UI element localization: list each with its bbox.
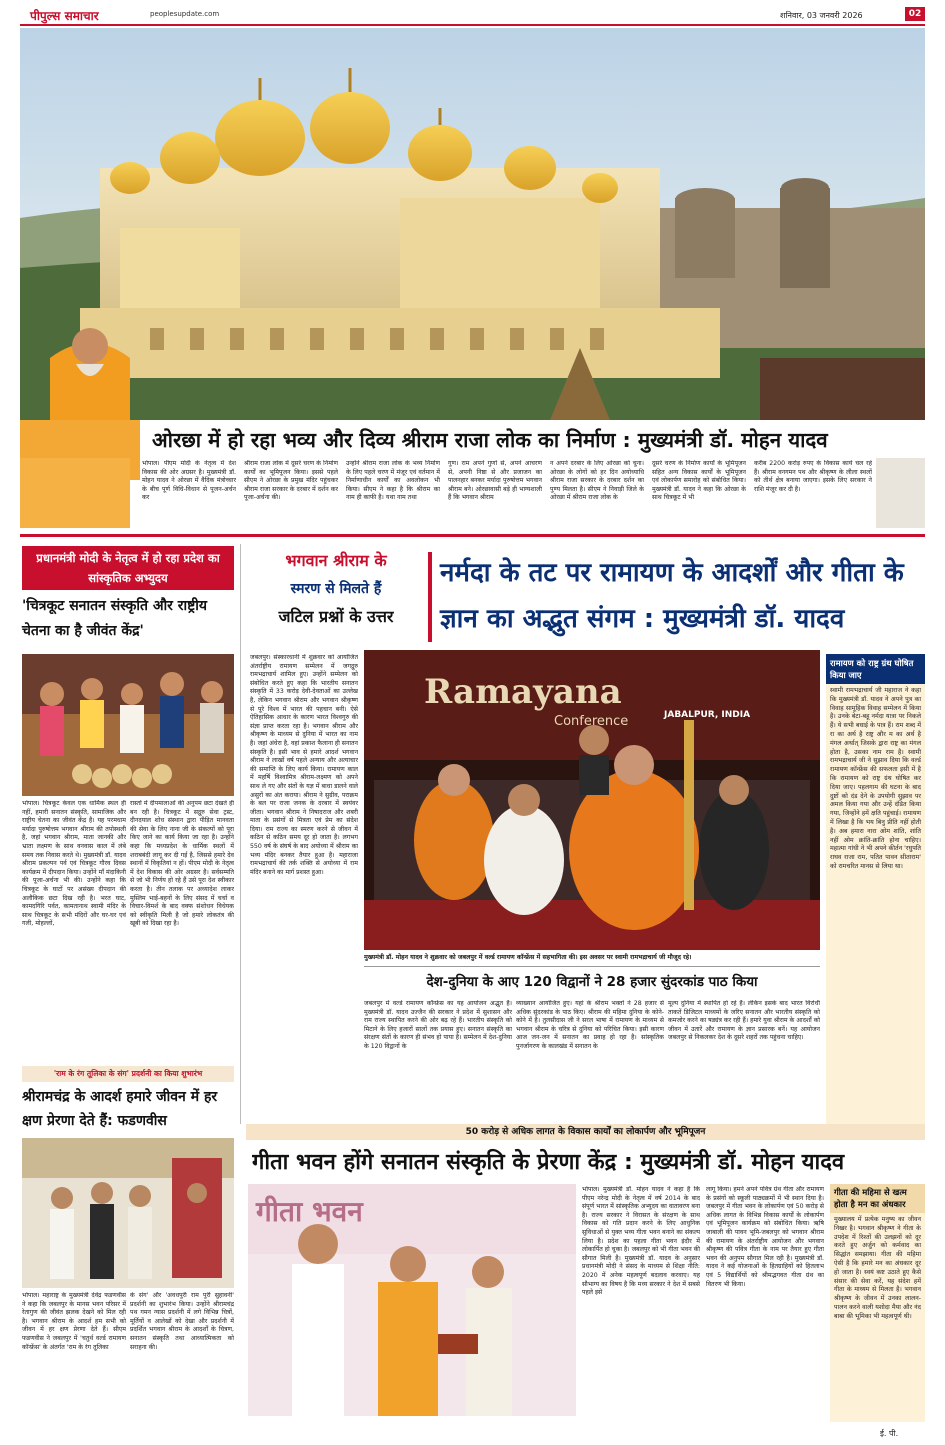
- photo-caption: मुख्यमंत्री डॉ. मोहन यादव ने शुक्रवार को जबलपुर में वर्ल्ड रामायण कॉन्फ्रेंस में सहभागिता की। इस अवसर पर स्वामी रामभद्राचार्य जी मौजूद रहे।: [364, 954, 692, 961]
- left-kicker-2: 'राम के रंग तूलिका के संग' प्रदर्शनी का किया शुभारंभ: [22, 1066, 234, 1082]
- page-number: 02: [905, 7, 925, 21]
- story1-col-6: दूसरे चरण के निर्माण कार्यों के भूमिपूजन सहित अन्य विकास कार्यों के भूमिपूजन एवं लोकार्पण समारोह को संबोधित किया। मुख्यमंत्री डॉ. यादव ने कहा कि ओरछा के साथ चित्रकूट में भी: [652, 460, 746, 502]
- center-col-3: व्याख्यान आयोजित हुए। यहां के श्रीराम भक्तों ने 28 हजार से अधिक सुंदरकांड के पाठ किए। श्रीराम की महिमा दुनिया के कोने-कोने में है। तुलसीदास जी ने सरल भाषा में रामायण के माध्यम से भगवान श्रीराम के चरित्र से दुनिया को परिचित किया। इसी कारण आज जन-जन में सनातन का प्रवाह हो रहा है। सांस्कृतिक पुनर्जागरण के कालखंड में सनातन के: [516, 1000, 664, 1050]
- right-sidebar-body: स्वामी रामभद्राचार्य जी महाराज ने कहा कि मुख्यमंत्री डॉ. यादव ने अपने पुत्र का विवाह सामूहिक विवाह सम्मेलन में किया है। उनके बेटा-बहू नर्मदा यात्रा पर निकले हैं। ये सभी बधाई के पात्र हैं। राम शब्द में रा का अर्थ है राष्ट्र और म का अर्थ है मंगल अर्थात् जिसके द्वारा राष्ट्र का मंगल होता है, उसका नाम राम है। स्वामी रामभद्राचार्य जी ने सुझाव दिया कि वर्ल्ड रामायण कॉन्फ्रेंस की सफलता इसी में है कि रामायण को राष्ट्र ग्रंथ घोषित कर दिया जाए। पहलगाम की घटना के बाद दुष्टों को दंड देने के उपयोगी सुझाव पर अमल किया गया और उन्हें दंडित किया गया, जिन्होंने हमें क्षति पहुंचाई। रामायण में लिखा है कि भय बिनु प्रीति नहीं होती है। अब हमारा नारा ओम शांति, शांति नहीं ओम क्रांति-क्रांति होना चाहिए। महात्मा गांधी ने भी अपने कीर्तन 'रघुपति राघव राजा राम, पतित पावन सीताराम' को रामचरित मानस से लिया था।: [830, 687, 921, 870]
- center-box-line-1: भगवान श्रीराम के: [285, 551, 387, 570]
- inset-photo: [876, 458, 925, 528]
- right-sidebar-title: रामायण को राष्ट्र ग्रंथ घोषित किया जाए: [826, 654, 925, 684]
- story1-col-5: न अपने दरबार के लिए ओरछा को चुना। ओरछा के लोगों को हर दिन अयोध्याधि श्रीराम राजा सरकार के दरबार दर्शन का पुण्य मिलता है। सीएम ने निवाड़ी जिले के ओरछा में श्रीराम राजा लोक के: [550, 460, 644, 502]
- center-col-2: जबलपुर में वर्ल्ड रामायण कॉन्फ्रेंस का यह आयोजन अद्भुत है। मुख्यमंत्री डॉ. यादव उज्जैन की सरकार ने प्रदेश में सुशासन और राम राज्य स्थापित करने की ओर बढ़ रहे हैं। भारतीय संस्कृति को मिटाने के लिए हजारों सालों तक प्रयास हुए। सनातन संस्कृति का संरक्षण संतों के कारण ही संभव हो पाया है। सम्मेलन में देश-दुनिया के 120 विद्वानों के: [364, 1000, 512, 1050]
- bottom-col-2: लागू किया। हमने अपने पवित्र ग्रंथ गीता और रामायण के प्रसंगों को स्कूली पाठ्यक्रमों में भी स्थान दिया है। जबलपुर में गीता भवन के लोकार्पण एवं 50 करोड़ से अधिक लागत के विभिन्न विकास कार्यों के लोकार्पण एवं भूमिपूजन कार्यक्रम को संबोधित किया। ऋषि जाबाली की पावन भूमि-जबलपुर को भगवान श्रीराम की रामायण के अंतर्राष्ट्रीय आयोजन और भगवान श्रीकृष्ण की पवित्र गीता के नाम पर तैयार हुए गीता भवन की अनुपम सौगात मिल रही है। मुख्यमंत्री डॉ. यादव ने कई योजनाओं के हितग्राहियों को हितलाभ एवं 5 विद्यार्थियों को श्रीमद्भगवत गीता ग्रंथ का वितरण भी किया।: [706, 1186, 824, 1288]
- masthead: पीपुल्स समाचार: [30, 9, 99, 23]
- center-box-line-2: स्मरण से मिलते हैं: [290, 581, 382, 597]
- page-header: [0, 0, 945, 26]
- story1-col-7: करीब 2200 करोड़ रुपए के विकास कार्य चल रहे हैं। श्रीराम वनगमन पथ और श्रीकृष्ण के लीला स्थलों को तीर्थ क्षेत्र बनाया जाएगा। इसके लिए सरकार ने राशि मंजूर कर दी है।: [754, 460, 872, 493]
- left-col-2: रास्तों में दीपमालाओं की अनुपम छटा देखते ही बन रही है। चित्रकूट में सद्गुरु सेवा ट्रस्ट, दीनदयाल शोध संस्थान द्वारा पीड़ित मानवता की सेवा के लिए नाना जी के संकल्पों को पूरा किए जाने का कार्य किया जा रहा है। उन्होंने कहा कि मध्यप्रदेश के धार्मिक स्थलों में शराबबंदी लागू कर दी गई है, जिससे हमारे देव स्थानों में विकृतियां न हों। पीएम मोदी के नेतृत्व में देश विकास की ओर अग्रसर है। सर्वसम्मति से जो भी निर्णय हो रहे हैं उसे पूरा देश स्वीकार करता है। तीन तलाक पर अध्यादेश लाकर मुस्लिम भाई-बहनों के लिए संसद में चर्चा व विचार-विमर्श के बाद वक्फ संशोधन विधेयक को स्वीकृति मिली है जो हमारे लोकतंत्र की खूबी को दिखा रहा है।: [130, 800, 234, 928]
- center-subhead[interactable]: देश-दुनिया के आए 120 विद्वानों ने 28 हजार सुंदरकांड पाठ किया: [426, 974, 758, 990]
- banner-city: JABALPUR, INDIA: [664, 710, 751, 720]
- left-col-1: भोपाल। चित्रकूट केवल एक धार्मिक स्थल ही नहीं, हमारी सनातन संस्कृति, सामाजिक और राष्ट्रीय चेतना का जीवंत केंद्र है। यह परमधाम मर्यादा पुरुषोत्तम भगवान श्रीराम की तपोस्थली है, जहां भगवान श्रीराम, माता जानकी और भ्राता लक्ष्मण के साथ वनवास काल में लंबे समय तक निवास करते थे। मुख्यमंत्री डॉ. यादव श्रीराम प्रकल्पन पर्व एवं चित्रकूट गौरव दिवस कार्यक्रम में दीपदान किया। उन्होंने माँ मंदाकिनी की पूजा-अर्चना भी की। उन्होंने कहा कि चित्रकूट के घाटों पर असंख्य दीपदान की अलौकिक छटा दिख रही है। भरत घाट, कामदगिरि पर्वत, कामतानाथ स्वामी मंदिर के साथ चित्रकूट के सभी मंदिरों और घर-घर एवं गली, मोहल्लों,: [22, 800, 126, 928]
- orchha-temple-photo: [20, 28, 925, 420]
- column-rule: [240, 544, 241, 1124]
- center-headline[interactable]: नर्मदा के तट पर रामायण के आदर्शों और गीता के ज्ञान का अद्भुत संगम : मुख्यमंत्री डॉ. यादव: [440, 558, 904, 634]
- bottom-sidebar: [830, 1184, 925, 1422]
- caption-rule: [364, 966, 820, 967]
- chitrakoot-photo: [22, 654, 234, 796]
- dateline: शनिवार, 03 जनवरी 2026: [780, 11, 863, 20]
- left-headline-2[interactable]: श्रीरामचंद्र के आदर्श हमारे जीवन में हर क्षण प्रेरणा देते हैं: फडणवीस: [22, 1089, 218, 1129]
- bottom-col-1: भोपाल। मुख्यमंत्री डॉ. मोहन यादव ने कहा है कि पीएम नरेन्द्र मोदी के नेतृत्व में वर्ष 2014 के बाद संपूर्ण भारत में सांस्कृतिक अभ्युदय का वातावरण बना है। राज्य सरकार ने विरासत के संरक्षण के साथ विकास को गति प्रदान करने के लिए आधुनिक सुविधाओं से युक्त भव्य गीता भवन बनाने का संकल्प लिया है। प्रदेश का पहला गीता भवन इंदौर में लोकार्पित हो चुका है। जबलपुर को भी गीता भवन की सौगात मिली है। मुख्यमंत्री डॉ. यादव के अनुसार प्रधानमंत्री मोदी ने संसद के माध्यम से शिक्षा नीति: 2020 में अनेक महत्वपूर्ण बदलाव करवाए। यह सौभाग्य का विषय है कि मध्य सरकार ने देश में सबसे पहले इसे: [582, 1186, 700, 1297]
- headline-accent-bar: [428, 552, 432, 642]
- banner-conference: Conference: [554, 714, 629, 729]
- story1-headline[interactable]: ओरछा में हो रहा भव्य और दिव्य श्रीराम राजा लोक का निर्माण : मुख्यमंत्री डॉ. मोहन यादव: [152, 428, 828, 452]
- left-headline[interactable]: 'चित्रकूट सनातन संस्कृति और राष्ट्रीय चेतना का है जीवंत केंद्र': [22, 598, 208, 639]
- bottom-headline[interactable]: गीता भवन होंगे सनातन संस्कृति के प्रेरणा केंद्र : मुख्यमंत्री डॉ. मोहन यादव: [252, 1150, 845, 1175]
- story1-col-1: भोपाल। पीएम मोदी के नेतृत्व में देश विकास की ओर अग्रसर है। मुख्यमंत्री डॉ. मोहन यादव ने ओरछा में वैदिक मंत्रोच्चार के बीच पूर्ण विधि-विधान से पूजन-अर्चन कर: [142, 460, 236, 502]
- fadnavis-exhibition-photo: [22, 1138, 234, 1288]
- center-box-line-3: जटिल प्रश्नों के उत्तर: [278, 607, 394, 626]
- saffron-figure-base: [20, 458, 130, 528]
- gita-bhavan-photo: [248, 1184, 576, 1416]
- header-rule: [20, 24, 925, 26]
- ramayana-conference-photo: [364, 650, 820, 950]
- left-col-4: के संग' और 'अवधपुरी राम पुरी सुहावनी' प्रदर्शनी का शुभारंभ किया। उन्होंने श्रीरामचंद्र पथ गमन न्यास प्रदर्शनी में लगे विभिन्न चित्रों, मूर्तियों व आलेखों को देखा और प्रदर्शनी में प्रदर्शित भगवान श्रीराम के आदर्शों के चित्रण, सनातन संस्कृति तथा आध्यात्मिकता को सराहना की।: [130, 1292, 234, 1351]
- center-box: [250, 546, 422, 648]
- bottom-sidebar-title: गीता की महिमा से खत्म होता है मन का अंधकार: [830, 1184, 925, 1213]
- center-col-4: मूल्य दुनिया में स्थापित हो रहे हैं। लेकिन इसके बाद भारत विरोधी ताकतें डिजिटल माध्यमों के जरिए सनातन और भारतीय संस्कृति को कमजोर करने का षड्यंत्र कर रही हैं। हमारे युवा श्रीराम के आदर्शों को जीवन में उतारें और रामायण के ज्ञान प्रसारक बनें। यह आयोजन जबलपुर से निकलकर देश के दूसरे शहरों तक पहुंचना चाहिए।: [668, 1000, 820, 1042]
- section-divider: [20, 534, 925, 537]
- site-url[interactable]: peoplesupdate.com: [150, 10, 220, 18]
- left-col-3: भोपाल। महाराष्ट्र के मुख्यमंत्री देवेंद्र फडणवीस ने कहा कि जबलपुर के मानस भवन परिसर में रेतागुण की जीवंत झलक देखने को मिल रही है। भगवान श्रीराम के आदर्श हम सभी को जीवन में हर क्षण प्रेरणा देते हैं। सीएम फडणवीस ने जबलपुर में 'चतुर्थ वर्ल्ड रामायण कॉन्फ्रेंस' के अंतर्गत 'राम के रंग तूलिका: [22, 1292, 126, 1351]
- center-col-1: जबलपुर। संस्कारधानी में शुक्रवार को आयोजित अंतर्राष्ट्रीय रामायण सम्मेलन में जगद्गुरु रामभद्राचार्य शामिल हुए। उन्होंने सम्मेलन को संबोधित करते हुए कहा कि भारतीय सनातन संस्कृति में 33 करोड़ देवी-देवताओं का उल्लेख है, लेकिन भगवान श्रीराम और भगवान श्रीकृष्ण से पूरे विश्व में भारत की पहचान बनी। ऐसे ऐतिहासिक आधार के कारण भारत विश्वगुरु की संज्ञा प्राप्त करता रहा है। भगवान श्रीराम और श्रीकृष्ण के माध्यम से दुनिया में भारत का नाम है। जहां अंधेरा है, वहां प्रकाश फैलाना ही सनातन संस्कृति है। इसी भाव से हमारे आदर्श भगवान श्रीराम ने लाखों वर्ष पहले अन्याय और अत्याचार की समाप्ति के लिए कार्य किया। रामायण काल में महर्षि विश्वामित्र श्रीराम-लक्ष्मण को अपने साथ ले गए और संतों के यज्ञ में बाधा डालने वाले असुरों का अंत कराया। श्रीराम ने सुग्रीव, पराक्रम के बल पर राजा जनक के दरबार में स्वयंवर जीता। भगवान श्रीराम ने निषादराज और शबरी माता के प्रसंगों से मित्रता एवं प्रेम का संदेश दिया। राम राज्य का स्मरण करने से जीवन में कठिन से कठिन समय दूर हो जाता है। लगभग 550 वर्ष के संघर्ष के बाद अयोध्या में श्रीराम का भव्य मंदिर बनकर तैयार हुआ है। महाराजा रामभद्राचार्य की तर्क शक्ति से अयोध्या में राम मंदिर बनाने का मार्ग प्रशस्त हुआ।: [250, 654, 358, 876]
- signoff: ई. पी.: [880, 1429, 899, 1438]
- story1-col-4: गुण। राम अपने गुणों से, अपने आचरण से, अपनी निष्ठा से और प्रजाजन का पालनहार बनकर मर्यादा पुरुषोत्तम भगवान श्रीराम बने। ओरछावासी बड़े ही भाग्यशाली हैं कि भगवान श्रीराम: [448, 460, 542, 502]
- left-kicker: प्रधानमंत्री मोदी के नेतृत्व में हो रहा प्रदेश का सांस्कृतिक अभ्युदय: [22, 546, 234, 590]
- story1-headline-bar: [20, 420, 925, 456]
- bottom-sidebar-body: मुख्यालय में प्रत्येक मनुष्य का जीवन निखर है। भगवान श्रीकृष्ण ने गीता के उपदेश में रिश्तों की उलझनों को दूर करते हुए अर्जुन को कर्मवाद का सिद्धांत समझाया। गीता की महिमा ऐसी है कि हमारे मन का अंधकार दूर हो जाता है। स्वयं कष्ट उठाते हुए कैसे संसार की सेवा करें, यह संदेश हमें गीता के माध्यम से मिलता है। भगवान श्रीकृष्ण के जीवन में उनका लालन-पालन करने वाली यशोदा मैया और नंद बाबा की भूमिका भी महत्वपूर्ण थी।: [834, 1216, 921, 1320]
- gita-banner-text: गीता भवन: [256, 1195, 363, 1228]
- banner-word: Ramayana: [424, 672, 622, 712]
- bottom-band: 50 करोड़ से अधिक लागत के विकास कार्यों का लोकार्पण और भूमिपूजन: [246, 1124, 925, 1140]
- story1-col-3: उन्होंने श्रीराम राजा लोक के भव्य निर्माण के लिए पहले चरण में मंजूर एवं वर्तमान में निर्माणाधीन कार्यों का अवलोकन भी किया। सीएम ने कहा है कि श्रीराम का नाम ही काफी है। यथा नाम तथा: [346, 460, 440, 502]
- story1-col-2: श्रीराम राजा लोक में दूसरे चरण के निर्माण कार्यों का भूमिपूजन किया। इससे पहले सीएम ने ओरछा के प्रमुख मंदिर पहुंचकर श्रीराम राजा सरकार के दरबार में दर्शन कर पूजा-अर्चना की।: [244, 460, 338, 502]
- right-sidebar: [826, 654, 925, 1126]
